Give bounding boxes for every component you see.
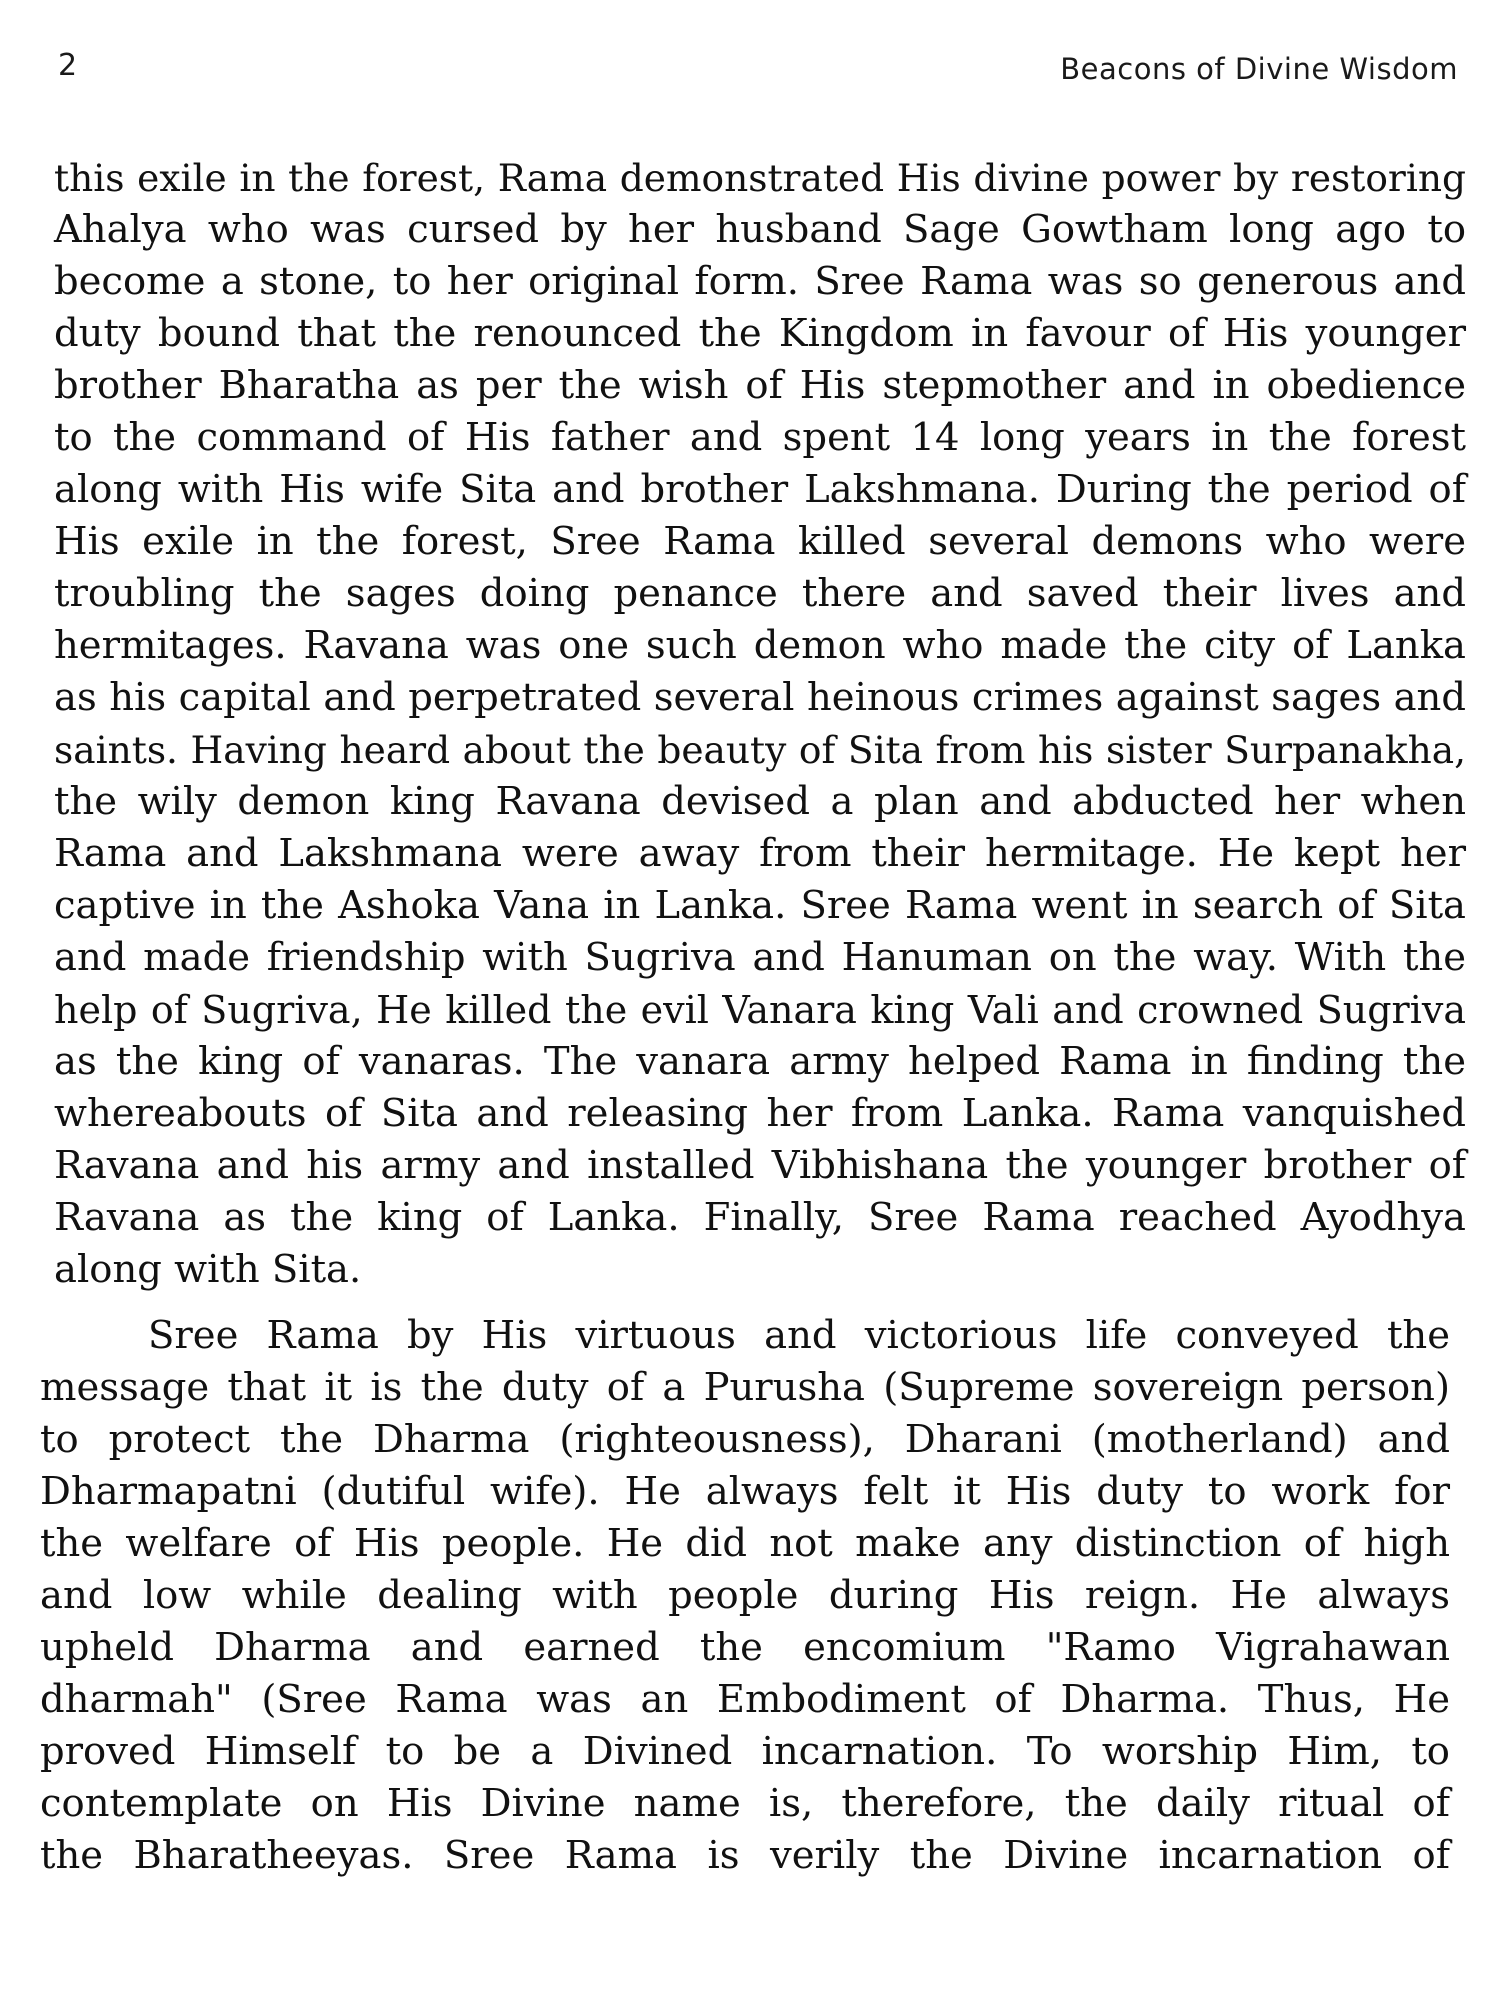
text-line: Rama and Lakshmana were away from their hermitage. He kept her (54, 831, 1466, 876)
text-line: dharmah" (Sree Rama was an Embodiment of Dharma. Thus, He (40, 1677, 1450, 1722)
text-line: duty bound that the renounced the Kingdom in favour of His younger (54, 311, 1466, 356)
text-line: brother Bharatha as per the wish of His stepmother and in obedience (54, 363, 1466, 408)
book-title: Beacons of Divine Wisdom (1060, 52, 1458, 86)
text-line: the Bharatheeyas. Sree Rama is verily the Divine incarnation of (40, 1833, 1450, 1878)
running-header (58, 48, 1458, 98)
text-line: to protect the Dharma (righteousness), Dharani (motherland) and (40, 1417, 1450, 1462)
text-line: along with Sita. (54, 1247, 362, 1292)
text-line: saints. Having heard about the beauty of Sita from his sister Surpanakha, (54, 728, 1466, 772)
text-line: the wily demon king Ravana devised a plan and abducted her when (54, 779, 1466, 824)
text-line: as the king of vanaras. The vanara army helped Rama in finding the (54, 1039, 1466, 1084)
page-number: 2 (58, 48, 78, 83)
text-line: along with His wife Sita and brother Lakshmana. During the period of (54, 467, 1466, 512)
text-line: message that it is the duty of a Purusha (Supreme sovereign person) (40, 1365, 1450, 1410)
paragraph-2 (40, 1310, 1450, 1882)
text-line: and made friendship with Sugriva and Hanuman on the way. With the (54, 935, 1466, 980)
text-line: proved Himself to be a Divined incarnation. To worship Him, to (40, 1729, 1450, 1774)
text-line: hermitages. Ravana was one such demon who made the city of Lanka (54, 623, 1466, 668)
text-line: Ahalya who was cursed by her husband Sage Gowtham long ago to (54, 207, 1466, 252)
text-line: Sree Rama by His virtuous and victorious life conveyed the (148, 1313, 1450, 1358)
text-line: as his capital and perpetrated several heinous crimes against sages and (54, 675, 1466, 720)
paragraph-1 (54, 152, 1466, 1296)
text-line: and low while dealing with people during His reign. He always (40, 1573, 1450, 1618)
text-line: upheld Dharma and earned the encomium "Ramo Vigrahawan (40, 1625, 1450, 1670)
text-line: Ravana and his army and installed Vibhishana the younger brother of (54, 1143, 1466, 1188)
text-line: His exile in the forest, Sree Rama killed several demons who were (54, 519, 1466, 564)
text-line: the welfare of His people. He did not make any distinction of high (40, 1521, 1450, 1566)
text-line: help of Sugriva, He killed the evil Vanara king Vali and crowned Sugriva (54, 988, 1466, 1032)
text-line: Ravana as the king of Lanka. Finally, Sree Rama reached Ayodhya (54, 1195, 1466, 1240)
text-line: Dharmapatni (dutiful wife). He always felt it His duty to work for (40, 1469, 1450, 1514)
text-line: this exile in the forest, Rama demonstrated His divine power by restoring (54, 156, 1466, 200)
text-line: contemplate on His Divine name is, therefore, the daily ritual of (40, 1781, 1450, 1826)
text-line: to the command of His father and spent 14 long years in the forest (54, 415, 1466, 460)
text-line: captive in the Ashoka Vana in Lanka. Sree Rama went in search of Sita (54, 883, 1466, 928)
text-line: troubling the sages doing penance there and saved their lives and (54, 571, 1466, 616)
text-line: whereabouts of Sita and releasing her from Lanka. Rama vanquished (54, 1091, 1466, 1136)
text-line: become a stone, to her original form. Sree Rama was so generous and (54, 259, 1466, 304)
